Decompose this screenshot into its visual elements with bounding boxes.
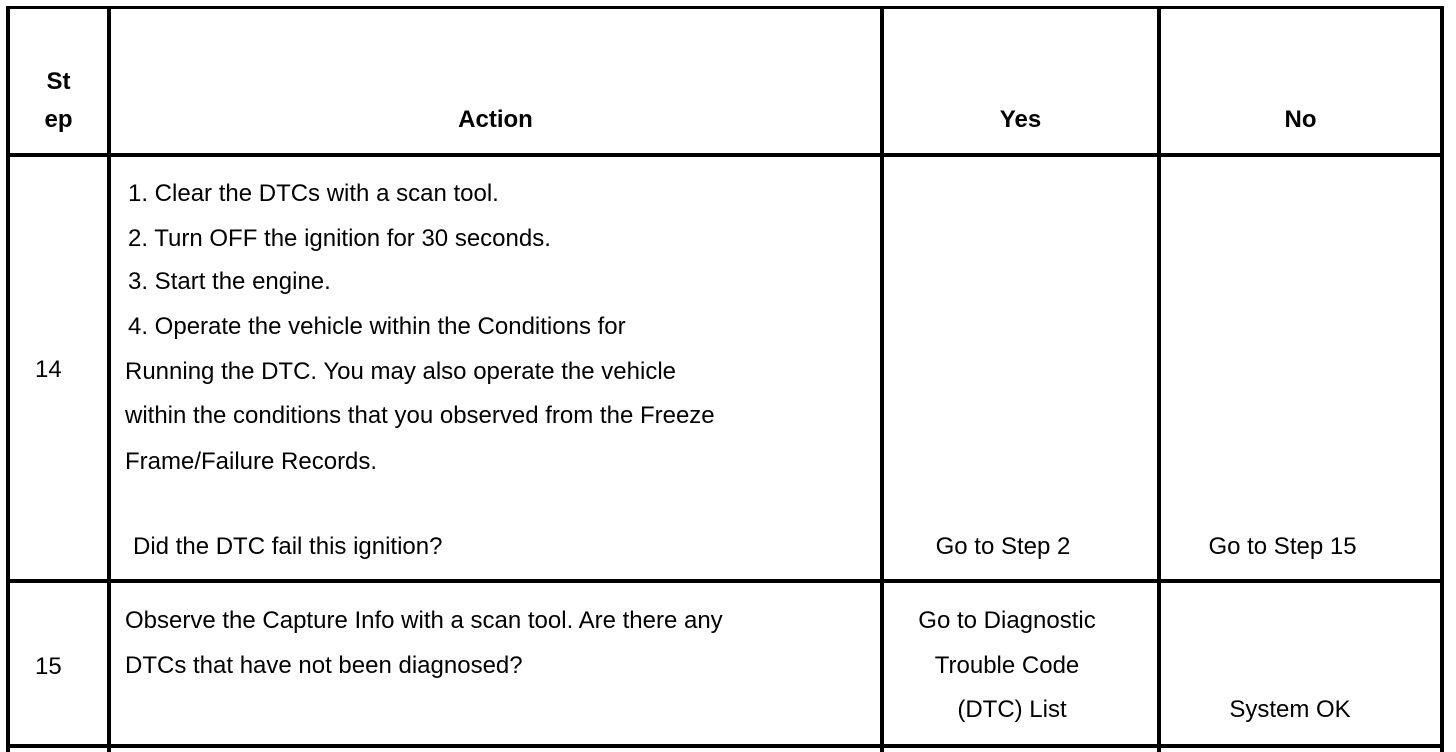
yes-result: Go to Step 2 — [935, 533, 1071, 560]
action-step-4: 4. Operate the vehicle within the Conditions for — [128, 313, 626, 340]
step-number: 14 — [35, 356, 62, 383]
action-step-3: 3. Start the engine. — [128, 268, 331, 295]
yes-result-line-3: (DTC) List — [957, 696, 1067, 723]
row-divider — [6, 579, 1444, 583]
action-question: Did the DTC fail this ignition? — [133, 533, 443, 560]
header-step-line2: ep — [44, 106, 73, 133]
no-result: Go to Step 15 — [1208, 533, 1357, 560]
action-line-1: Observe the Capture Info with a scan tool. Are there any — [125, 607, 723, 634]
action-step-4-cont-1: Running the DTC. You may also operate the vehicle — [125, 358, 677, 385]
step-number: 15 — [35, 653, 62, 680]
action-step-2: 2. Turn OFF the ignition for 30 seconds. — [128, 225, 551, 252]
header-no: No — [1284, 106, 1317, 133]
header-step-line1: St — [46, 68, 71, 95]
action-step-1: 1. Clear the DTCs with a scan tool. — [128, 180, 499, 207]
yes-result-line-2: Trouble Code — [934, 652, 1080, 679]
action-step-4-cont-2: within the conditions that you observed from the Freeze — [125, 402, 715, 429]
action-line-2: DTCs that have not been diagnosed? — [125, 652, 523, 679]
column-divider-right — [1440, 6, 1444, 752]
no-result: System OK — [1229, 696, 1351, 723]
yes-result-line-1: Go to Diagnostic — [918, 607, 1096, 634]
table-border-bottom — [6, 744, 1444, 748]
action-step-4-cont-3: Frame/Failure Records. — [125, 448, 378, 475]
header-yes: Yes — [999, 106, 1042, 133]
header-bottom-rule — [6, 153, 1444, 157]
table-border-top — [6, 6, 1444, 9]
header-action: Action — [458, 106, 533, 133]
